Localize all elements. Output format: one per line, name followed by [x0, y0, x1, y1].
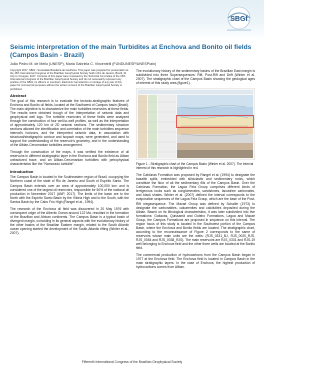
- introduction-heading: Introduction: [10, 169, 34, 175]
- page-footer: Fifteenth International Congress of the Brazilian Geophysical Society: [81, 360, 183, 364]
- left-column: [10, 69, 129, 238]
- stratigraphic-chart-image: [136, 88, 255, 160]
- introduction-paragraph-1: The Campos Basin is located in the Southeastern region of Brazil, occupying the Northern coast of the state of Rio de Janeiro and South of Espírito Santo. The Campos Basin extends over an area of approximately 100,000 km² and is considered one of the largest oil reservoirs, responsible for 50% of the national oil production in November 2017 (ANP, 2017). The limits of the basin are to the North with the Espírito Santo Basin by the Vitória High and to the South, with the Santos Basin by the Cabo Frio High (Rangel et al., 1994).: [10, 175, 129, 204]
- body-paragraph-2: The Cabiúnas Formation was proposed by Rangel et al. (1994) to designate the basaltic spills, embedded with siliciclastic and sedimentary rocks, which constitute the floor of all the sedimentary fills of the Campos Basin. Over the Cabiúnas Formation, the Lagoa Feia Group comprises different kinds of terrigenous rocks such as conglomerates, sandstones, lacustrine carbonates, and black shales. Winter et al. (2007) defined the interval corresponds to the evaporation sequences of the Lagoa Feia Group, which are the base of the Post-Rift megasequence. The Macaé Group was defined by Schaller (1973) to designate the carbonatites, calcarenites and calcilutites deposited during the Albian. Based on its lithological characteristics, it was later subdivided into five formations: Goitacás, Quissamã and Outeiro Formations, Lagoa and Macaé Group, the Campos Formations are proposed in sequence on this interval. The region focus of this study is located in the Southwest portion of the Campos Basin, where the Enchova and Bonito fields are located. The stratigraphic chart, according to the reconnaissance of Figure 2 corresponds to the same of reservoirs whose main units are the wells: (RJS_0331_BJ, RJS_0020_RJS, RJS_0084 and RJS_0038_RJS). The main reservoirs are RJS_0331 and RJS-19 well belonging to Enchova field and the other three wells are located at the Bonito field.: [136, 173, 255, 251]
- figure-1-caption: Figure 1 - Stratigraphic chart of the Campos Basin (Winter et al. 2007). The interval interest of this research is highlighted in red.: [136, 162, 254, 171]
- paper-authors: João Pedro M. de Mello (UNESP), Maria Gabriela C. Vincentelli (FUNDUNESP/UNESP/ain): [10, 62, 157, 66]
- abstract-heading: Abstract: [10, 92, 27, 98]
- stratigraphic-chart-figure: [136, 88, 255, 160]
- right-column: [136, 69, 255, 272]
- svg-text:SBGf: SBGf: [230, 16, 248, 23]
- sbgf-logo: [221, 6, 257, 34]
- paper-title: Seismic interpretation of the main Turbidites at Enchova and Bonito oil fields (Campos Basin - Brazil): [10, 44, 252, 59]
- abstract-paragraph-1: The goal of this research is to evaluate the tectonic-stratigraphic features of Enchova and Bonito oil fields, located at the Southwest of Campos basin (Brazil). The main objective is to characterize the main turbidites reservoirs at these fields. The results were obtained trough of the Interpretation of seismic data and geophysical well logs. The turbidite reservoirs of these fields were analyzed through the construction of four well-to-well profiles, as well as the interpretation of approximately 120 km of 2D seismic sections. The sedimentary structure sections allowed the identification and correlation of the main turbidites sequence interval's horizons, and the interpreted seismic data, in association with structural/stratigraphic contour and isopach maps, were generated, and used to support the understanding of the reservoir's geometry, and in the understanding of the Albian-Cenomanian turbidites arrangement.: [10, 98, 129, 148]
- copyright-notice: Copyright 2017, SBGf - Sociedade Brasileira de Geofísica. This paper was prepared for presentation at the 15th International Congress of the Brazilian Geophysical Society held in Rio de Janeiro, Brazil, 31 July to 3 August, 2017. Contents of this paper were reviewed by the Technical Committee of the 15th International Congress of the Brazilian Geophysical Society and do not necessarily represent any position of the SBGf, its officers or members. Electronic reproduction or storage of any part of this paper for commercial purposes without the written consent of the Brazilian Geophysical Society is prohibited.: [10, 69, 129, 91]
- body-paragraph-1: The evolutionary history of the sedimentary basins of the Brazilian East margin is subdivided into three Supersequences: Rift, Post-Rift and Drift (Winter et al. 2007). The stratigraphic chart of the Campos Basin showing the geological ages of interest of this study area (figure1).: [136, 69, 255, 86]
- introduction-paragraph-2: The research of the Enchova oil field was discovered in 20 May 1976 with consequent origin of the Albertic Ocean around 122 Ma. resultant in the formation of the Brazilian and African continents. The Campos Basin is a typical basin of divergent margin, coinciding in its general aspects with the evolutionary history of the other basins of the Brazilian Eastern margin, related to the South Atlantic ocean opening started the development of the South-Atlantic rifting (Winter et al., 2007).: [10, 206, 129, 236]
- body-paragraph-3: The commercial production of hydrocarbons from the Campos Basin began in 1977 at the Enchova field. The Enchova field is located in Campos Basin in the main stratigraphic layers. In the case of Enchova, the highest production of hydrocarbons comes from Albian.: [136, 253, 255, 270]
- abstract-paragraph-2: Through the construction of the maps, it was verified the existence of oil reservoirs in different stratigraphic layer in the Enchova and Bonito field as Albian unfractured trace, and an Albian-Cenomanian turbidites with petrophysical characteristics like the "Namorado turbidite".: [10, 150, 129, 167]
